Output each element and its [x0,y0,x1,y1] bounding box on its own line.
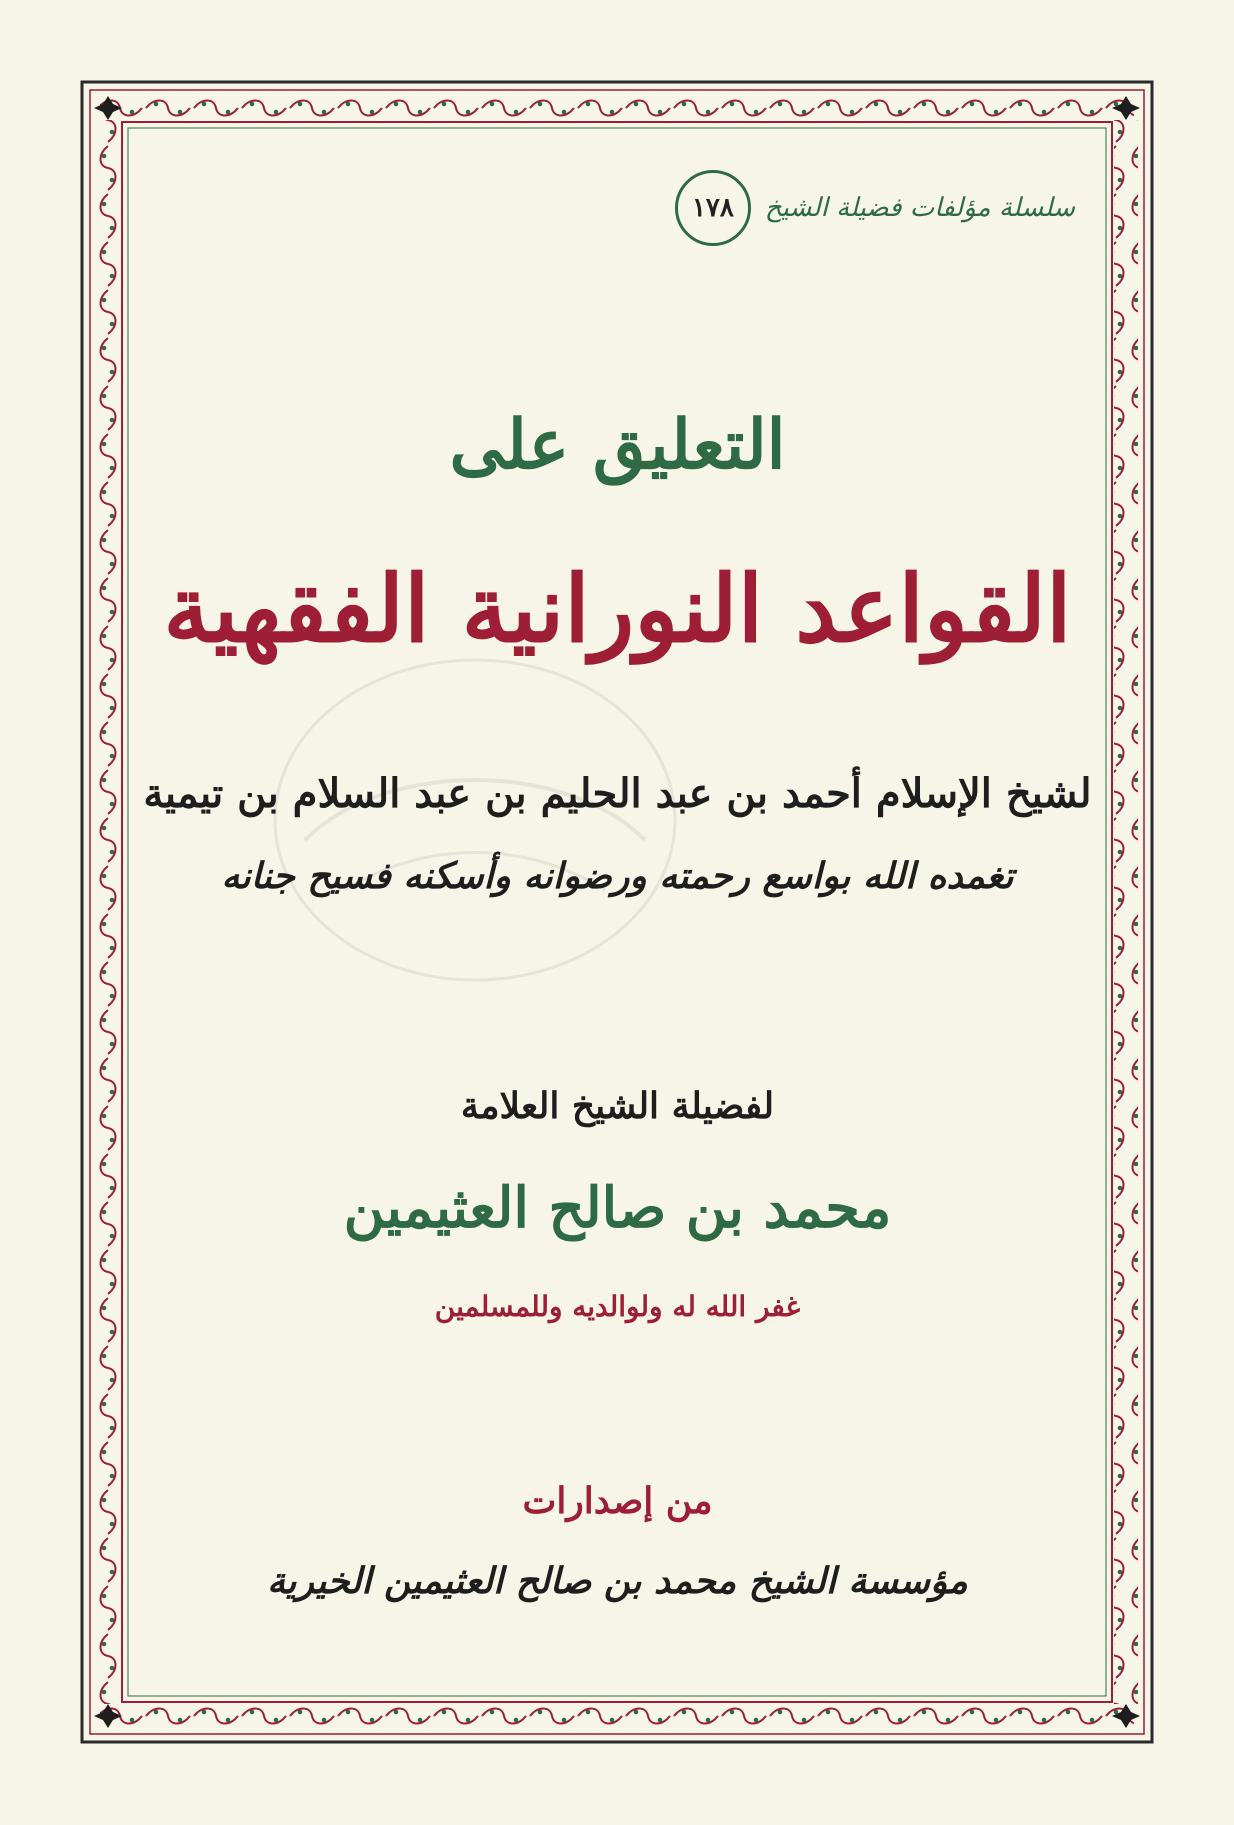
series-block [675,170,1075,246]
author-line: لشيخ الإسلام أحمد بن عبد الحليم بن عبد السلام بن تيمية [143,770,1092,817]
book-title: القواعد النورانية الفقهية [163,555,1072,663]
commentator-title: لفضيلة الشيخ العلامة [460,1085,775,1127]
commentator-prayer: غفر الله له ولوالديه وللمسلمين [434,1290,801,1323]
publisher-intro: من إصدارات [522,1480,713,1522]
series-number-badge: ١٧٨ [675,170,751,246]
publisher-name: مؤسسة الشيخ محمد بن صالح العثيمين الخيرية [267,1560,968,1602]
series-label: سلسلة مؤلفات فضيلة الشيخ [764,193,1075,223]
commentator-name: محمد بن صالح العثيمين [343,1175,892,1241]
author-prayer: تغمده الله بواسع رحمته ورضوانه وأسكنه فسيح جنانه [221,855,1014,897]
title-prefix: التعليق على [449,405,786,485]
cover-content [125,130,1110,1690]
